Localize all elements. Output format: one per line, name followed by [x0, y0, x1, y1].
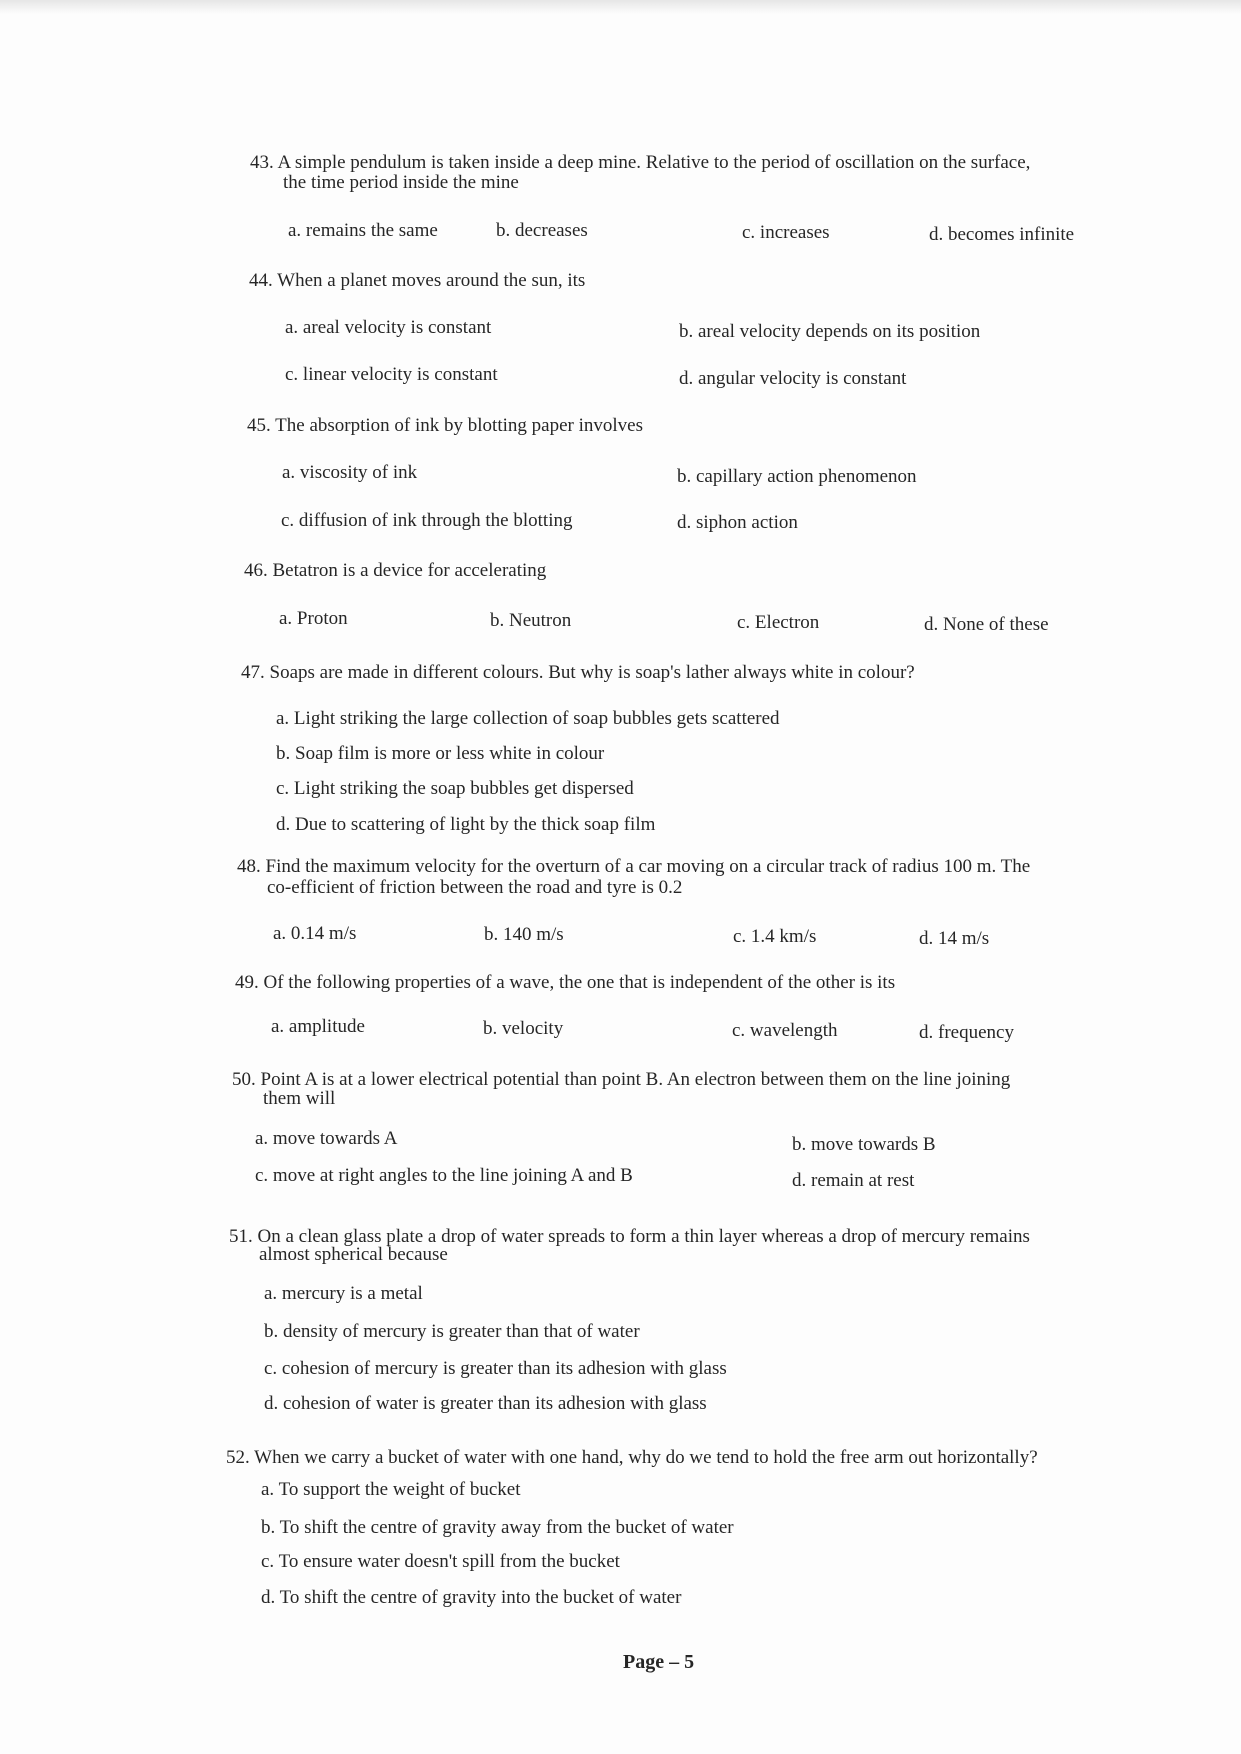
option: c. wavelength [732, 1020, 838, 1041]
option: b. move towards B [792, 1134, 936, 1155]
question-48-cont: co-efficient of friction between the road and tyre is 0.2 [267, 877, 683, 898]
page-number: Page – 5 [623, 1651, 695, 1673]
option: d. frequency [919, 1022, 1014, 1043]
question-49: 49. Of the following properties of a wave, the one that is independent of the other is its [235, 972, 896, 993]
question-51-cont: almost spherical because [259, 1244, 448, 1265]
option: c. Light striking the soap bubbles get dispersed [276, 778, 634, 799]
option: b. areal velocity depends on its position [679, 321, 981, 342]
option: a. viscosity of ink [282, 462, 418, 483]
option: d. None of these [924, 614, 1049, 635]
option: a. remains the same [288, 220, 438, 241]
option: c. linear velocity is constant [285, 364, 498, 385]
option: c. move at right angles to the line joining A and B [255, 1165, 633, 1186]
question-47: 47. Soaps are made in different colours. But why is soap's lather always white in colour? [241, 662, 915, 683]
option: b. Soap film is more or less white in colour [276, 743, 605, 764]
option: d. angular velocity is constant [679, 368, 907, 389]
option: d. 14 m/s [919, 928, 990, 949]
option: a. To support the weight of bucket [261, 1479, 521, 1500]
option: d. Due to scattering of light by the thick soap film [276, 814, 656, 835]
option: d. To shift the centre of gravity into the bucket of water [261, 1587, 682, 1608]
option: a. 0.14 m/s [273, 923, 357, 944]
option: a. mercury is a metal [264, 1283, 423, 1304]
option: c. To ensure water doesn't spill from the bucket [261, 1551, 620, 1572]
question-46: 46. Betatron is a device for accelerating [244, 560, 547, 581]
option: c. Electron [737, 612, 820, 633]
option: b. To shift the centre of gravity away from the bucket of water [261, 1517, 734, 1538]
option: b. Neutron [490, 610, 572, 631]
option: a. Light striking the large collection of soap bubbles gets scattered [276, 708, 780, 729]
option: a. Proton [279, 608, 348, 629]
question-50: 50. Point A is at a lower electrical potential than point B. An electron between them on the line joining [232, 1069, 1011, 1090]
question-51: 51. On a clean glass plate a drop of water spreads to form a thin layer whereas a drop of mercury remains [229, 1226, 1030, 1247]
option: b. capillary action phenomenon [677, 466, 917, 487]
option: c. increases [742, 222, 830, 243]
option: b. decreases [496, 220, 588, 241]
question-48: 48. Find the maximum velocity for the overturn of a car moving on a circular track of radius 100 m. The [237, 856, 1031, 877]
question-43: 43. A simple pendulum is taken inside a deep mine. Relative to the period of oscillation on the surface, [250, 152, 1031, 173]
option: c. 1.4 km/s [733, 926, 817, 947]
option: d. cohesion of water is greater than its adhesion with glass [264, 1393, 707, 1414]
option: d. siphon action [677, 512, 798, 533]
scan-edge [0, 0, 1241, 14]
question-43-cont: the time period inside the mine [283, 172, 519, 193]
option: d. remain at rest [792, 1170, 915, 1191]
option: c. cohesion of mercury is greater than its adhesion with glass [264, 1358, 727, 1379]
option: b. velocity [483, 1018, 564, 1039]
option: d. becomes infinite [929, 224, 1075, 245]
question-44: 44. When a planet moves around the sun, its [249, 270, 586, 291]
question-45: 45. The absorption of ink by blotting paper involves [247, 415, 643, 436]
option: a. amplitude [271, 1016, 365, 1037]
option: c. diffusion of ink through the blotting [281, 510, 573, 531]
option: a. areal velocity is constant [285, 317, 492, 338]
question-50-cont: them will [263, 1088, 336, 1109]
question-52: 52. When we carry a bucket of water with one hand, why do we tend to hold the free arm out horizontally? [226, 1447, 1038, 1468]
option: a. move towards A [255, 1128, 398, 1149]
option: b. 140 m/s [484, 924, 564, 945]
option: b. density of mercury is greater than that of water [264, 1321, 640, 1342]
